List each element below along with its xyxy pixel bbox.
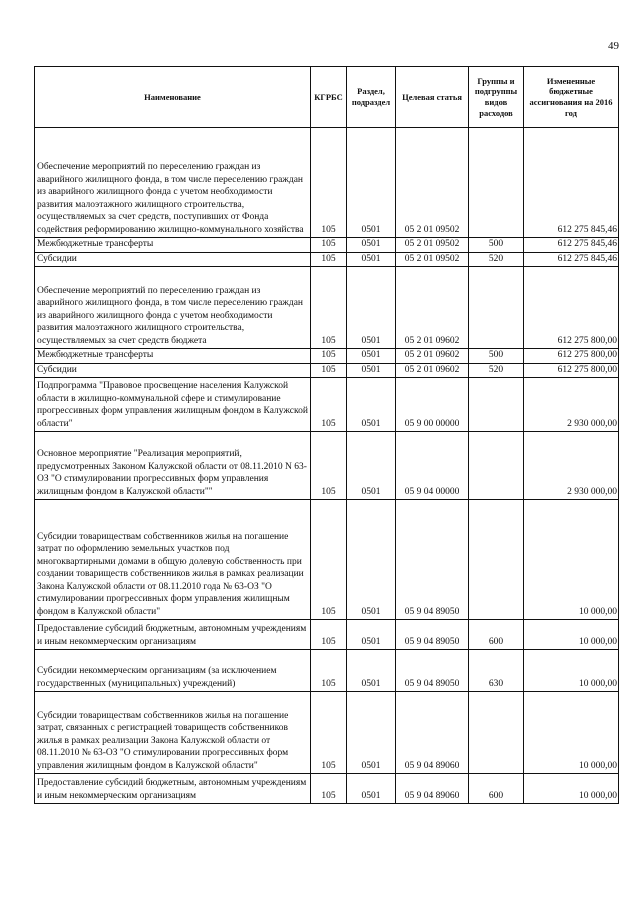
row-kgrbs: 105 bbox=[311, 363, 347, 378]
row-name: Субсидии некоммерческим организациям (за исключением государственных (муниципальных) учреждений) bbox=[35, 650, 311, 692]
row-name: Субсидии товариществам собственников жилья на погашение затрат по оформлению земельных участков под многоквартирными домами в общую долевую собственность при создании товариществ собственников жилья в рамках реализации Закона Калужской области от 08.11.2010 года № 63-ОЗ "О стимулировании прогрессивных форм управления жилищным фондом в Калужской области" bbox=[35, 500, 311, 620]
row-target: 05 2 01 09502 bbox=[396, 252, 469, 267]
row-amount: 612 275 800,00 bbox=[524, 267, 619, 349]
table-row bbox=[35, 128, 619, 238]
header-target: Целевая статья bbox=[396, 67, 469, 128]
row-group bbox=[469, 378, 524, 432]
table-row bbox=[35, 363, 619, 378]
row-target: 05 9 04 89060 bbox=[396, 692, 469, 774]
row-target: 05 9 04 89060 bbox=[396, 774, 469, 804]
row-name: Предоставление субсидий бюджетным, автономным учреждениям и иным некоммерческим организациям bbox=[35, 620, 311, 650]
table-row bbox=[35, 267, 619, 349]
row-group bbox=[469, 128, 524, 238]
row-section: 0501 bbox=[347, 267, 396, 349]
row-kgrbs: 105 bbox=[311, 349, 347, 364]
table-row bbox=[35, 500, 619, 620]
row-section: 0501 bbox=[347, 432, 396, 500]
row-kgrbs: 105 bbox=[311, 650, 347, 692]
row-name: Основное мероприятие "Реализация мероприятий, предусмотренных Законом Калужской области от 08.11.2010 N 63-ОЗ "О стимулировании прогрессивных форм управления жилищным фондом в Калужской области"" bbox=[35, 432, 311, 500]
row-amount: 10 000,00 bbox=[524, 774, 619, 804]
row-amount: 612 275 800,00 bbox=[524, 363, 619, 378]
row-name: Обеспечение мероприятий по переселению граждан из аварийного жилищного фонда, в том числе переселению граждан из аварийного жилищного фонда с учетом необходимости развития малоэтажного жилищного строительства, осуществляемых за счет средств, поступивших от Фонда содействия реформированию жилищно-коммунального хозяйства bbox=[35, 128, 311, 238]
table-row bbox=[35, 692, 619, 774]
row-section: 0501 bbox=[347, 774, 396, 804]
row-name: Предоставление субсидий бюджетным, автономным учреждениям и иным некоммерческим организациям bbox=[35, 774, 311, 804]
row-group: 500 bbox=[469, 238, 524, 253]
row-name: Субсидии bbox=[35, 252, 311, 267]
row-amount: 612 275 845,46 bbox=[524, 252, 619, 267]
row-section: 0501 bbox=[347, 620, 396, 650]
row-section: 0501 bbox=[347, 692, 396, 774]
row-kgrbs: 105 bbox=[311, 620, 347, 650]
header-amount: Измененные бюджетные ассигнования на 2016 год bbox=[524, 67, 619, 128]
row-target: 05 2 01 09602 bbox=[396, 267, 469, 349]
row-group bbox=[469, 267, 524, 349]
row-section: 0501 bbox=[347, 650, 396, 692]
row-target: 05 2 01 09502 bbox=[396, 128, 469, 238]
row-group: 520 bbox=[469, 252, 524, 267]
row-section: 0501 bbox=[347, 128, 396, 238]
header-kgrbs: КГРБС bbox=[311, 67, 347, 128]
row-target: 05 9 04 00000 bbox=[396, 432, 469, 500]
row-section: 0501 bbox=[347, 252, 396, 267]
table-row bbox=[35, 774, 619, 804]
row-section: 0501 bbox=[347, 363, 396, 378]
row-group bbox=[469, 500, 524, 620]
header-name: Наименование bbox=[35, 67, 311, 128]
row-name: Подпрограмма "Правовое просвещение населения Калужской области в жилищно-коммунальной сфере и стимулирование прогрессивных форм управления жилищным фондом в Калужской области" bbox=[35, 378, 311, 432]
table-body bbox=[35, 128, 619, 804]
header-row bbox=[35, 67, 619, 128]
row-group: 630 bbox=[469, 650, 524, 692]
row-kgrbs: 105 bbox=[311, 692, 347, 774]
row-name: Обеспечение мероприятий по переселению граждан из аварийного жилищного фонда, в том числе переселению граждан из аварийного жилищного фонда с учетом необходимости развития малоэтажного жилищного строительства, осуществляемых за счет средств бюджета bbox=[35, 267, 311, 349]
budget-table bbox=[34, 66, 619, 804]
row-name: Субсидии bbox=[35, 363, 311, 378]
row-amount: 10 000,00 bbox=[524, 620, 619, 650]
row-target: 05 9 04 89050 bbox=[396, 620, 469, 650]
row-group: 500 bbox=[469, 349, 524, 364]
row-group: 600 bbox=[469, 620, 524, 650]
header-group: Группы и подгруппы видов расходов bbox=[469, 67, 524, 128]
row-kgrbs: 105 bbox=[311, 238, 347, 253]
table-row bbox=[35, 378, 619, 432]
row-amount: 612 275 800,00 bbox=[524, 349, 619, 364]
row-name: Межбюджетные трансферты bbox=[35, 349, 311, 364]
row-amount: 10 000,00 bbox=[524, 500, 619, 620]
table-row bbox=[35, 252, 619, 267]
row-target: 05 2 01 09602 bbox=[396, 349, 469, 364]
row-target: 05 2 01 09602 bbox=[396, 363, 469, 378]
row-amount: 612 275 845,46 bbox=[524, 238, 619, 253]
row-target: 05 9 04 89050 bbox=[396, 500, 469, 620]
row-kgrbs: 105 bbox=[311, 267, 347, 349]
table-row bbox=[35, 349, 619, 364]
row-section: 0501 bbox=[347, 500, 396, 620]
row-amount: 612 275 845,46 bbox=[524, 128, 619, 238]
row-section: 0501 bbox=[347, 378, 396, 432]
row-kgrbs: 105 bbox=[311, 774, 347, 804]
row-kgrbs: 105 bbox=[311, 500, 347, 620]
row-target: 05 9 04 89050 bbox=[396, 650, 469, 692]
row-target: 05 2 01 09502 bbox=[396, 238, 469, 253]
row-amount: 10 000,00 bbox=[524, 692, 619, 774]
table-row bbox=[35, 650, 619, 692]
row-name: Субсидии товариществам собственников жилья на погашение затрат, связанных с регистрацией товариществ собственников жилья в рамках реализации Закона Калужской области от 08.11.2010 № 63-ОЗ "О стимулировании прогрессивных форм управления жилищным фондом в Калужской области" bbox=[35, 692, 311, 774]
row-group: 600 bbox=[469, 774, 524, 804]
row-group bbox=[469, 692, 524, 774]
row-kgrbs: 105 bbox=[311, 252, 347, 267]
row-kgrbs: 105 bbox=[311, 378, 347, 432]
row-section: 0501 bbox=[347, 349, 396, 364]
table-row bbox=[35, 432, 619, 500]
page-number: 49 bbox=[608, 40, 619, 52]
row-kgrbs: 105 bbox=[311, 432, 347, 500]
row-kgrbs: 105 bbox=[311, 128, 347, 238]
header-section: Раздел, подраздел bbox=[347, 67, 396, 128]
row-amount: 2 930 000,00 bbox=[524, 378, 619, 432]
table-row bbox=[35, 620, 619, 650]
row-name: Межбюджетные трансферты bbox=[35, 238, 311, 253]
row-group: 520 bbox=[469, 363, 524, 378]
row-section: 0501 bbox=[347, 238, 396, 253]
row-amount: 10 000,00 bbox=[524, 650, 619, 692]
row-target: 05 9 00 00000 bbox=[396, 378, 469, 432]
table-row bbox=[35, 238, 619, 253]
row-group bbox=[469, 432, 524, 500]
row-amount: 2 930 000,00 bbox=[524, 432, 619, 500]
